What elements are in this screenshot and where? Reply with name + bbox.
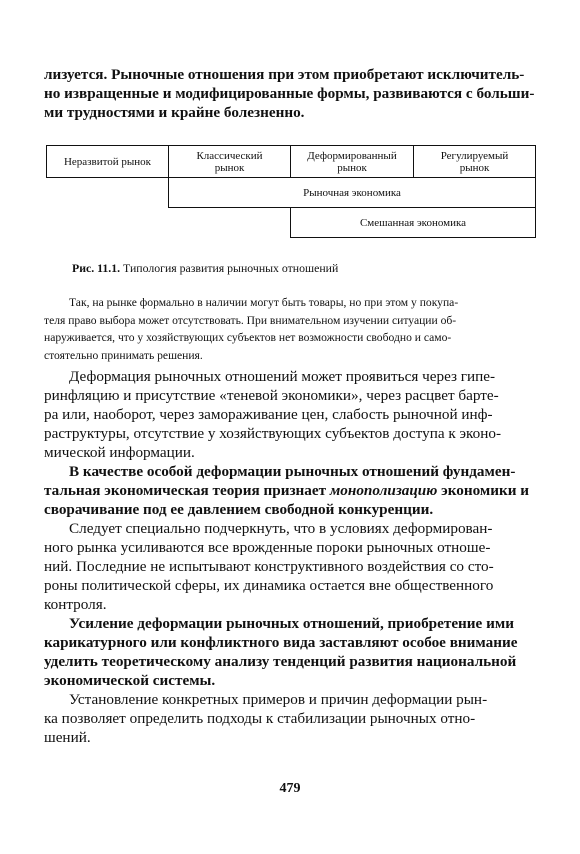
paragraph-deformation [44, 367, 538, 462]
small-print-paragraph [44, 294, 538, 364]
text-line: ра или, наоборот, через замораживание цен, слабость рыночной инф- [44, 406, 493, 423]
text-line: ринфляцию и присутствие «теневой экономики», через расцвет барте- [44, 387, 499, 404]
text-line: В качестве особой деформации рыночных отношений фундамен- [69, 463, 516, 480]
text-line: уделить теоретическому анализу тенденций развития национальной [44, 653, 517, 670]
box-label: рынок [459, 161, 490, 174]
text-line [44, 481, 538, 500]
box-classic-market [168, 145, 291, 178]
text-line: роны политической сферы, их динамика остается вне общественного [44, 577, 494, 594]
text-line: ний. Последние не испытывают конструктивного воздействия со сто- [44, 558, 494, 575]
paragraph-monopolization [44, 462, 538, 519]
italic-term: монополизацию [329, 482, 438, 499]
box-label: Деформированный [307, 149, 397, 162]
box-mixed-economy [290, 207, 536, 238]
intro-paragraph [44, 65, 538, 122]
paragraph-analysis [44, 614, 538, 690]
caption-label: Рис. 11.1. [72, 261, 121, 275]
text-line: ного рынка усиливаются все врожденные пороки рыночных отноше- [44, 539, 491, 556]
box-market-economy [168, 177, 536, 208]
box-regulated-market [413, 145, 536, 178]
text-line: шений. [44, 729, 91, 746]
box-label: Регулируемый [440, 149, 509, 162]
box-label: Неразвитой рынок [63, 155, 152, 168]
box-label: рынок [337, 161, 367, 174]
text-line: мической информации. [44, 444, 195, 461]
text-line: раструктуры, отсутствие у хозяйствующих субъектов доступа к эконо- [44, 425, 502, 442]
box-deformed-market [290, 145, 414, 178]
text-line: лизуется. Рыночные отношения при этом приобретают исключитель- [44, 66, 525, 83]
text-line: Деформация рыночных отношений может проявиться через гипе- [69, 368, 496, 385]
box-label: Рыночная экономика [303, 186, 401, 199]
text-line: контроля. [44, 596, 107, 613]
text-segment: тальная экономическая теория признает [44, 482, 330, 499]
figure-caption [72, 260, 338, 276]
box-undeveloped-market [46, 145, 169, 178]
text-line: но извращенные и модифицированные формы, развиваются с больши- [44, 85, 535, 102]
text-line: Установление конкретных примеров и причин деформации рын- [69, 691, 488, 708]
paragraph-deformed-market [44, 519, 538, 614]
text-line: ми трудностями и крайне болезненно. [44, 104, 305, 121]
text-line: карикатурного или конфликтного вида заставляют особое внимание [44, 634, 518, 651]
market-typology-diagram [46, 145, 536, 239]
text-segment: экономики и [437, 482, 530, 499]
box-label: рынок [214, 161, 245, 174]
text-line: Следует специально подчеркнуть, что в условиях деформирован- [69, 520, 493, 537]
text-line: ка позволяет определить подходы к стабилизации рыночных отно- [44, 710, 476, 727]
text-line: теля право выбора может отсутствовать. При внимательном изучении ситуации об- [44, 313, 457, 327]
box-label: Смешанная экономика [359, 216, 467, 229]
text-line: сворачивание под ее давлением свободной конкуренции. [44, 501, 434, 518]
text-line: стоятельно принимать решения. [44, 348, 203, 362]
text-line: Усиление деформации рыночных отношений, приобретение ими [69, 615, 514, 632]
page-number: 479 [279, 781, 301, 796]
text-line: экономической системы. [44, 672, 216, 689]
text-line: Так, на рынке формально в наличии могут быть товары, но при этом у покупа- [69, 296, 459, 309]
text-line: наруживается, что у хозяйствующих субъектов нет возможности свободно и само- [44, 331, 452, 344]
paragraph-stabilization [44, 690, 538, 747]
caption-text: Типология развития рыночных отношений [120, 261, 339, 275]
box-label: Классический [196, 149, 263, 162]
